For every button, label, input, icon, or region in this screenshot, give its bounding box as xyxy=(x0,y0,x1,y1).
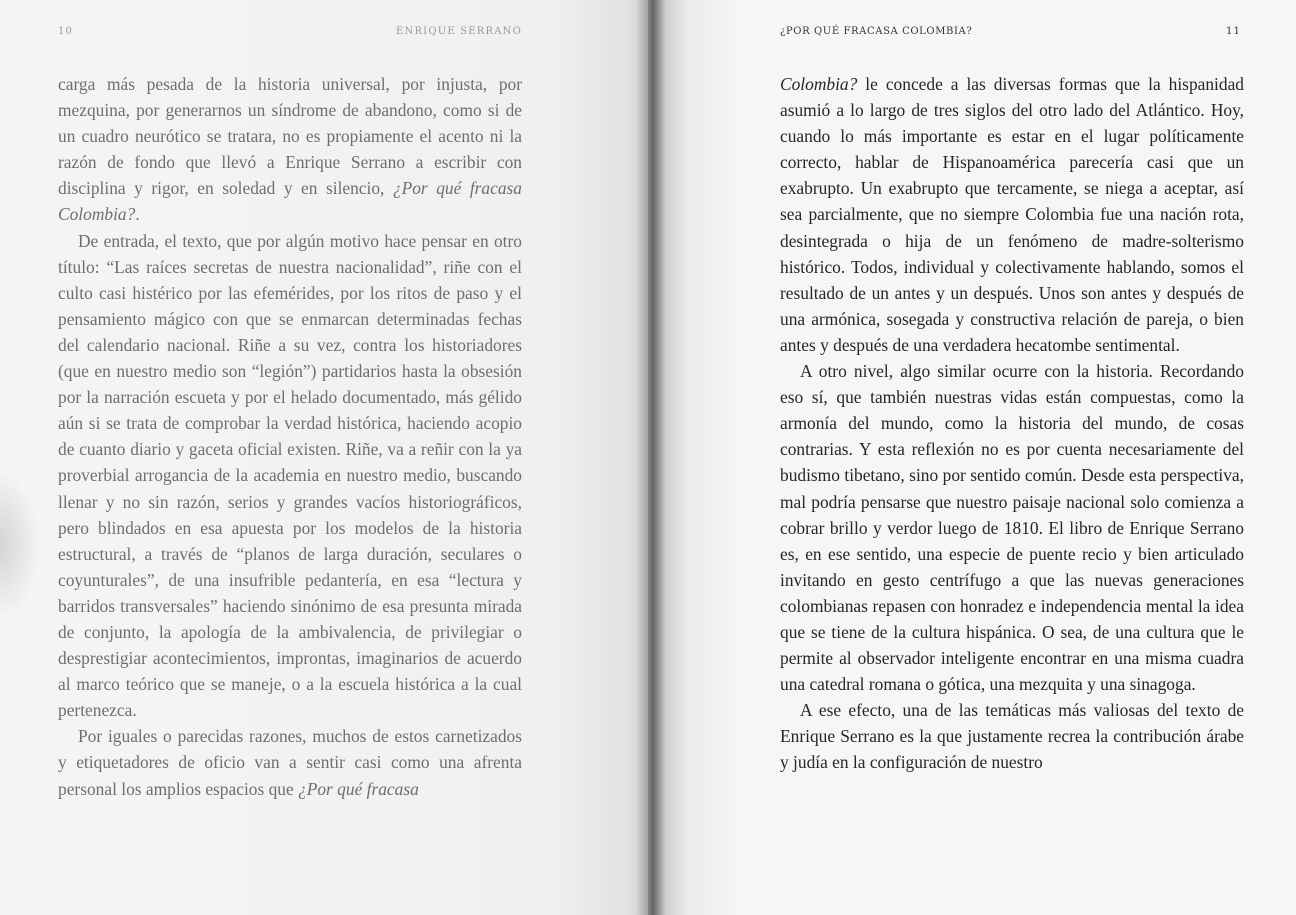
paragraph xyxy=(58,71,522,228)
book-title-italic: Colombia? xyxy=(780,74,858,94)
paragraph xyxy=(58,723,522,801)
right-page-body xyxy=(780,71,1244,776)
text-run: . xyxy=(135,204,140,225)
paragraph xyxy=(58,228,522,724)
right-running-head: ¿POR QUÉ FRACASA COLOMBIA? xyxy=(780,26,973,37)
right-page-number: 11 xyxy=(1226,26,1242,37)
left-page-body xyxy=(58,71,522,802)
paragraph xyxy=(780,71,1244,358)
text-run: A otro nivel, algo similar ocurre con la historia. Recordando eso sí, que también nuestras vidas están compuestas, como la armonía del mundo, como la historia del mundo, de cosas contrarias. Y esta reflexión no es por cuenta necesariamente del budismo tibetano, sino por sentido común. Desde esta perspectiva, mal podría pensarse que nuestro paisaje nacional solo comienza a cobrar brillo y verdor luego de 1810. El libro de Enrique Serrano es, en ese sentido, una especie de puente recio y bien articulado invitando en gesto centrífugo a que las nuevas generaciones colombianas repasen con honradez e independencia mental la idea que se tiene de la cultura hispánica. O sea, de una cultura que le permite al observador inteligente encontrar en una misma cuadra una catedral romana o gótica, una mezquita y una sinagoga. xyxy=(780,361,1244,695)
book-title-italic: ¿Por qué fracasa Colombia? xyxy=(58,178,522,225)
book-spine-gutter xyxy=(636,0,666,915)
text-run: le concede a las diversas formas que la hispanidad asumió a lo largo de tres siglos del otro lado del Atlántico. Hoy, cuando lo más importante es estar en el lugar políticamente correcto, hablar de Hispanoamérica parecería casi que un exabrupto. Un exabrupto que tercamente, se niega a aceptar, así sea parcialmente, que no siempre Colombia fue una nación rota, desintegrada o hija de un fenómeno de madre-solterismo histórico. Todos, individual y colectivamente hablando, somos el resultado de un antes y un después. Unos son antes y después de una armónica, sosegada y constructiva relación de pareja, o bien antes y después de una verdadera hecatombe sentimental. xyxy=(780,74,1244,355)
paragraph xyxy=(780,697,1244,775)
left-running-head: ENRIQUE SERRANO xyxy=(396,26,523,37)
book-title-italic: ¿Por qué fracasa xyxy=(298,778,419,799)
text-run: De entrada, el texto, que por algún motivo hace pensar en otro título: “Las raíces secretas de nuestra nacionalidad”, riñe con el culto casi histérico por las efemérides, por los ritos de paso y el pensamiento mágico con que se enmarcan determinadas fechas del calendario nacional. Riñe a su vez, contra los historiadores (que en nuestro medio son “legión”) partidarios hasta la obsesión por la narración escueta y por el helado documentado, más gélido aún si se trata de comprobar la verdad histórica, haciendo acopio de cuanto diario y gaceta oficial existen. Riñe, va a reñir con la ya proverbial arrogancia de la academia en nuestro medio, buscando llenar y no sin razón, serios y grandes vacíos historiográficos, pero blindados en esa apuesta por los modelos de la historia estructural, a través de “planos de larga duración, seculares o coyunturales”, de una insufrible pedantería, en esa “lectura y barridos transversales” haciendo sinónimo de esa presunta mirada de conjunto, la apología de la ambivalencia, de privilegiar o desprestigiar acontecimientos, improntas, imaginarios de acuerdo al marco teórico que se maneje, o a la escuela histórica a la cual pertenezca. xyxy=(58,230,522,721)
paragraph xyxy=(780,358,1244,697)
right-page xyxy=(648,0,1296,915)
text-run: Por iguales o parecidas razones, muchos de estos carnetizados y etiquetadores de oficio van a sentir casi como una afrenta personal los amplios espacios que xyxy=(58,726,522,799)
text-run: A ese efecto, una de las temáticas más valiosas del texto de Enrique Serrano es la que justamente recrea la contribución árabe y judía en la configuración de nuestro xyxy=(780,700,1244,773)
left-page-number: 10 xyxy=(58,26,74,37)
scan-shadow xyxy=(0,470,40,620)
text-run: carga más pesada de la historia universal, por injusta, por mezquina, por generarnos un síndrome de abandono, como si de un cuadro neurótico se tratara, no es propiamente el acento ni la razón de fondo que llevó a Enrique Serrano a escribir con disciplina y rigor, en soledad y en silencio, xyxy=(58,74,522,199)
